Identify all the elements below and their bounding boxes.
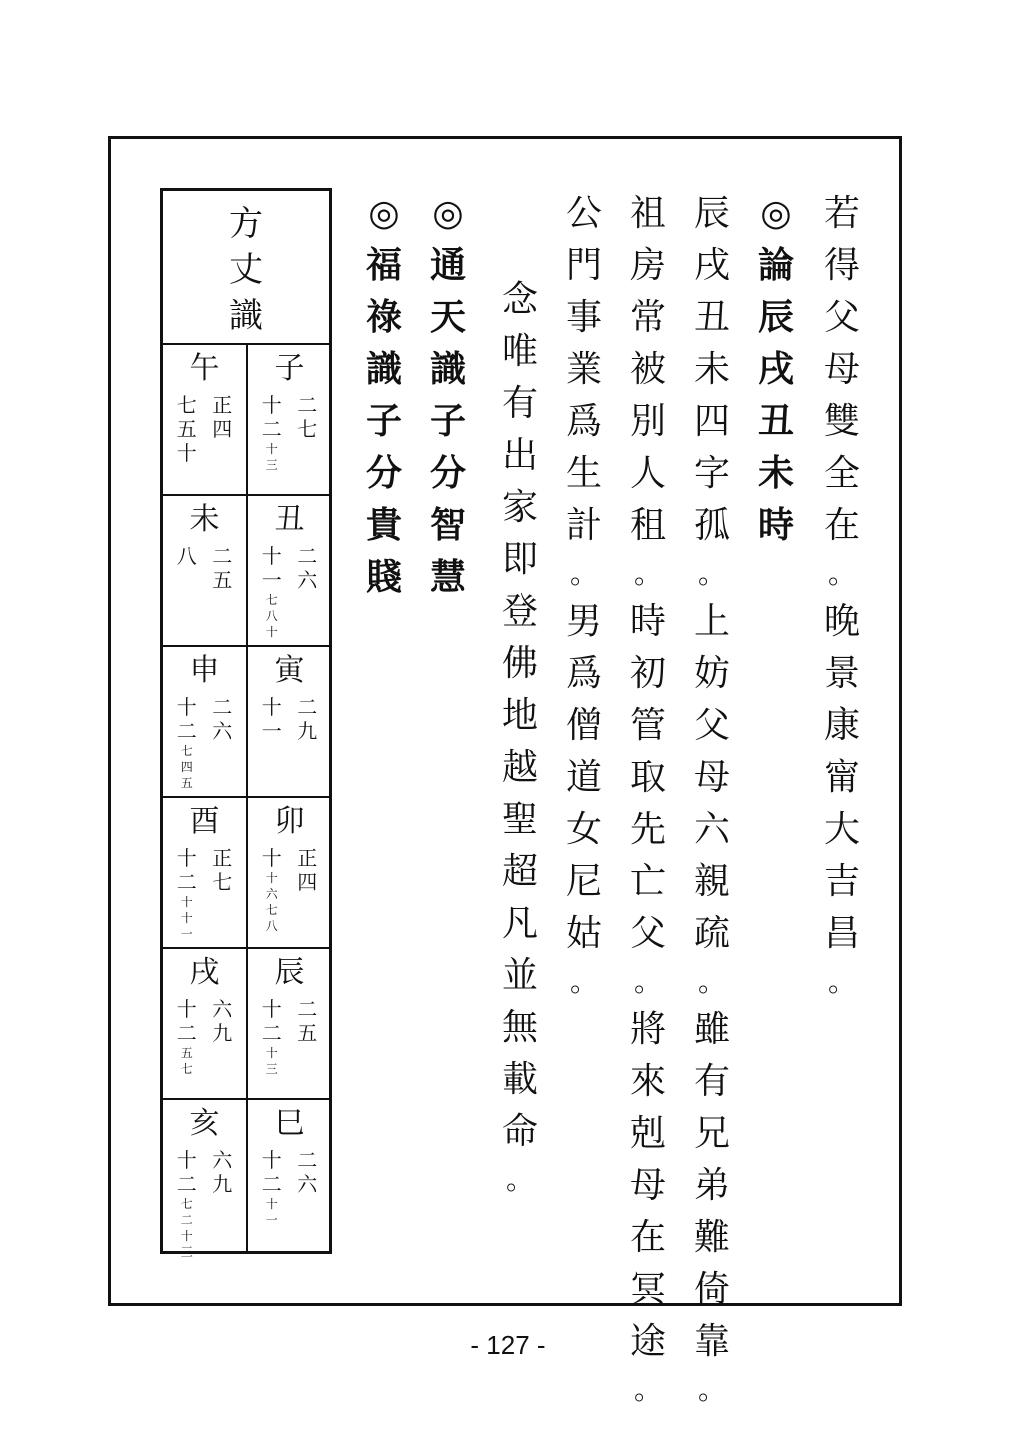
table-cell [248, 496, 331, 647]
text-column: 辰 戌 丑 未 四 字 孤 。 上 妨 父 母 六 親 疏 。 雖 有 兄 弟 難 倚 靠 。 [693, 193, 730, 1406]
number-column: 八 [176, 544, 197, 568]
number-column: 十 二 七 四 五 [176, 695, 197, 790]
fangzhang-table [160, 188, 332, 1259]
number-column: 二 五 [212, 544, 233, 592]
number-column: 十 十 六 七 八 [261, 846, 282, 933]
number-column: 二 六 [212, 695, 233, 743]
table-cell [248, 647, 331, 798]
number-column: 七 五 十 [176, 393, 197, 465]
table-cell [248, 345, 331, 496]
number-column: 十 二 十 一 [261, 1148, 282, 1227]
zodiac-label: 辰 [274, 955, 305, 990]
number-column: 二 七 [297, 393, 318, 441]
number-column: 二 六 [297, 544, 318, 592]
number-column: 六 九 [212, 1148, 233, 1196]
text-column: 祖 房 常 被 別 人 租 。 時 初 管 取 先 亡 父 。 將 來 剋 母 在 冥 途 。 [629, 193, 666, 1406]
table-cell [248, 949, 331, 1100]
table-cell [163, 1100, 246, 1259]
text-column: 公 門 事 業 爲 生 計 。 男 爲 僧 道 女 尼 姑 。 [565, 193, 602, 998]
table-cell [163, 496, 246, 647]
number-column: 十 一 [261, 695, 282, 743]
zodiac-label: 戌 [189, 955, 220, 990]
table-cell [163, 798, 246, 949]
number-column: 十 二 十 三 [261, 997, 282, 1076]
number-column: 正 七 [212, 846, 233, 894]
table-cell [163, 345, 246, 496]
number-column: 十 一 七 八 十 [261, 544, 282, 639]
number-column: 十 二 七 二 十 三 [176, 1148, 197, 1259]
number-column: 六 九 [212, 997, 233, 1045]
zodiac-label: 亥 [189, 1106, 220, 1141]
zodiac-label: 酉 [189, 804, 220, 839]
number-column: 正 四 [212, 393, 233, 441]
zodiac-label: 午 [189, 351, 220, 386]
table-cell [163, 647, 246, 798]
text-column: 若 得 父 母 雙 全 在 。 晚 景 康 甯 大 吉 昌 。 [823, 193, 860, 998]
number-column: 二 五 [297, 997, 318, 1045]
page-number: - 127 - [470, 1330, 546, 1360]
text-column: 念 唯 有 出 家 即 登 佛 地 越 聖 超 凡 並 無 載 命 。 [501, 279, 538, 1196]
zodiac-label: 寅 [274, 653, 305, 688]
zodiac-label: 子 [274, 351, 305, 386]
zodiac-label: 巳 [274, 1106, 305, 1141]
table-cell [248, 798, 331, 949]
number-column: 十 二 十 十 一 [176, 846, 197, 941]
section-heading: ◎ 論 辰 戌 丑 未 時 [757, 193, 794, 546]
zodiac-label: 丑 [274, 502, 305, 537]
number-column: 正 四 [297, 846, 318, 894]
number-column: 二 九 [297, 695, 318, 743]
table-title: 方 丈 識 [163, 191, 329, 345]
section-heading: ◎ 福 祿 識 子 分 貴 賤 [365, 193, 402, 598]
table-cell [248, 1100, 331, 1251]
zodiac-label: 卯 [274, 804, 305, 839]
zodiac-label: 未 [189, 502, 220, 537]
number-column: 十 二 五 七 [176, 997, 197, 1076]
number-column: 二 六 [297, 1148, 318, 1196]
section-heading: ◎ 通 天 識 子 分 智 慧 [429, 193, 466, 598]
number-column: 十 二 十 三 [261, 393, 282, 472]
table-cell [163, 949, 246, 1100]
zodiac-label: 申 [189, 653, 220, 688]
